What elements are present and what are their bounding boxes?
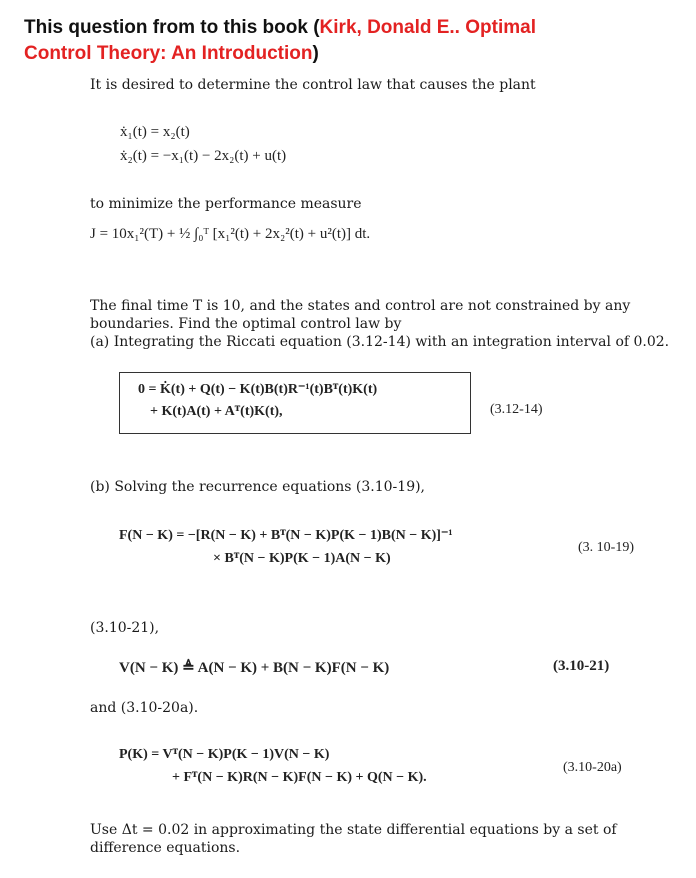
- final-time-line2: boundaries. Find the optimal control law by: [90, 316, 402, 332]
- source-suffix: ): [312, 43, 319, 64]
- state-equation-2: ẋ₂(t) = −x₁(t) − 2x₂(t) + u(t): [120, 148, 287, 164]
- performance-measure: J = 10x₁²(T) + ½ ∫₀ᵀ [x₁²(t) + 2x₂²(t) + u²(t)] dt.: [90, 226, 371, 242]
- problem-intro: It is desired to determine the control law that causes the plant: [90, 77, 536, 93]
- eq-3-10-20a-line2: + Fᵀ(N − K)R(N − K)F(N − K) + Q(N − K).: [172, 770, 427, 785]
- eq-3-10-21-label: (3.10-21): [553, 658, 610, 674]
- book-reference-line1: Kirk, Donald E.. Optimal: [319, 17, 536, 38]
- state-equation-1: ẋ₁(t) = x₂(t): [120, 124, 190, 140]
- riccati-line1: 0 = K̇(t) + Q(t) − K(t)B(t)R⁻¹(t)Bᵀ(t)K(t): [138, 382, 378, 397]
- minimize-text: to minimize the performance measure: [90, 196, 362, 212]
- final-time-line1: The final time T is 10, and the states and control are not constrained by any: [90, 298, 631, 314]
- book-reference-line2: Control Theory: An Introduction: [24, 43, 313, 64]
- ref-3-10-21: (3.10-21),: [90, 620, 160, 636]
- and-text: and (3.10-20a).: [90, 700, 199, 716]
- question-source-line2: [24, 42, 319, 66]
- source-prefix: This question from to this book (: [24, 17, 320, 38]
- riccati-line2: + K(t)A(t) + Aᵀ(t)K(t),: [150, 404, 283, 419]
- eq-3-10-19-line2: × Bᵀ(N − K)P(K − 1)A(N − K): [213, 551, 391, 566]
- footer-line2: difference equations.: [90, 840, 241, 856]
- question-source-line1: [24, 16, 536, 40]
- riccati-label: (3.12-14): [490, 402, 543, 417]
- eq-3-10-19-line1: F(N − K) = −[R(N − K) + Bᵀ(N − K)P(K − 1)B(N − K)]⁻¹: [119, 528, 453, 543]
- eq-3-10-20a-label: (3.10-20a): [563, 760, 622, 775]
- footer-line1: Use Δt = 0.02 in approximating the state differential equations by a set of: [90, 822, 617, 838]
- eq-3-10-20a-line1: P(K) = Vᵀ(N − K)P(K − 1)V(N − K): [119, 747, 330, 762]
- part-a-text: (a) Integrating the Riccati equation (3.12-14) with an integration interval of 0.02.: [90, 334, 670, 350]
- eq-3-10-19-label: (3. 10-19): [578, 540, 634, 555]
- part-b-text: (b) Solving the recurrence equations (3.10-19),: [90, 479, 426, 495]
- eq-3-10-21: V(N − K) ≜ A(N − K) + B(N − K)F(N − K): [119, 660, 390, 676]
